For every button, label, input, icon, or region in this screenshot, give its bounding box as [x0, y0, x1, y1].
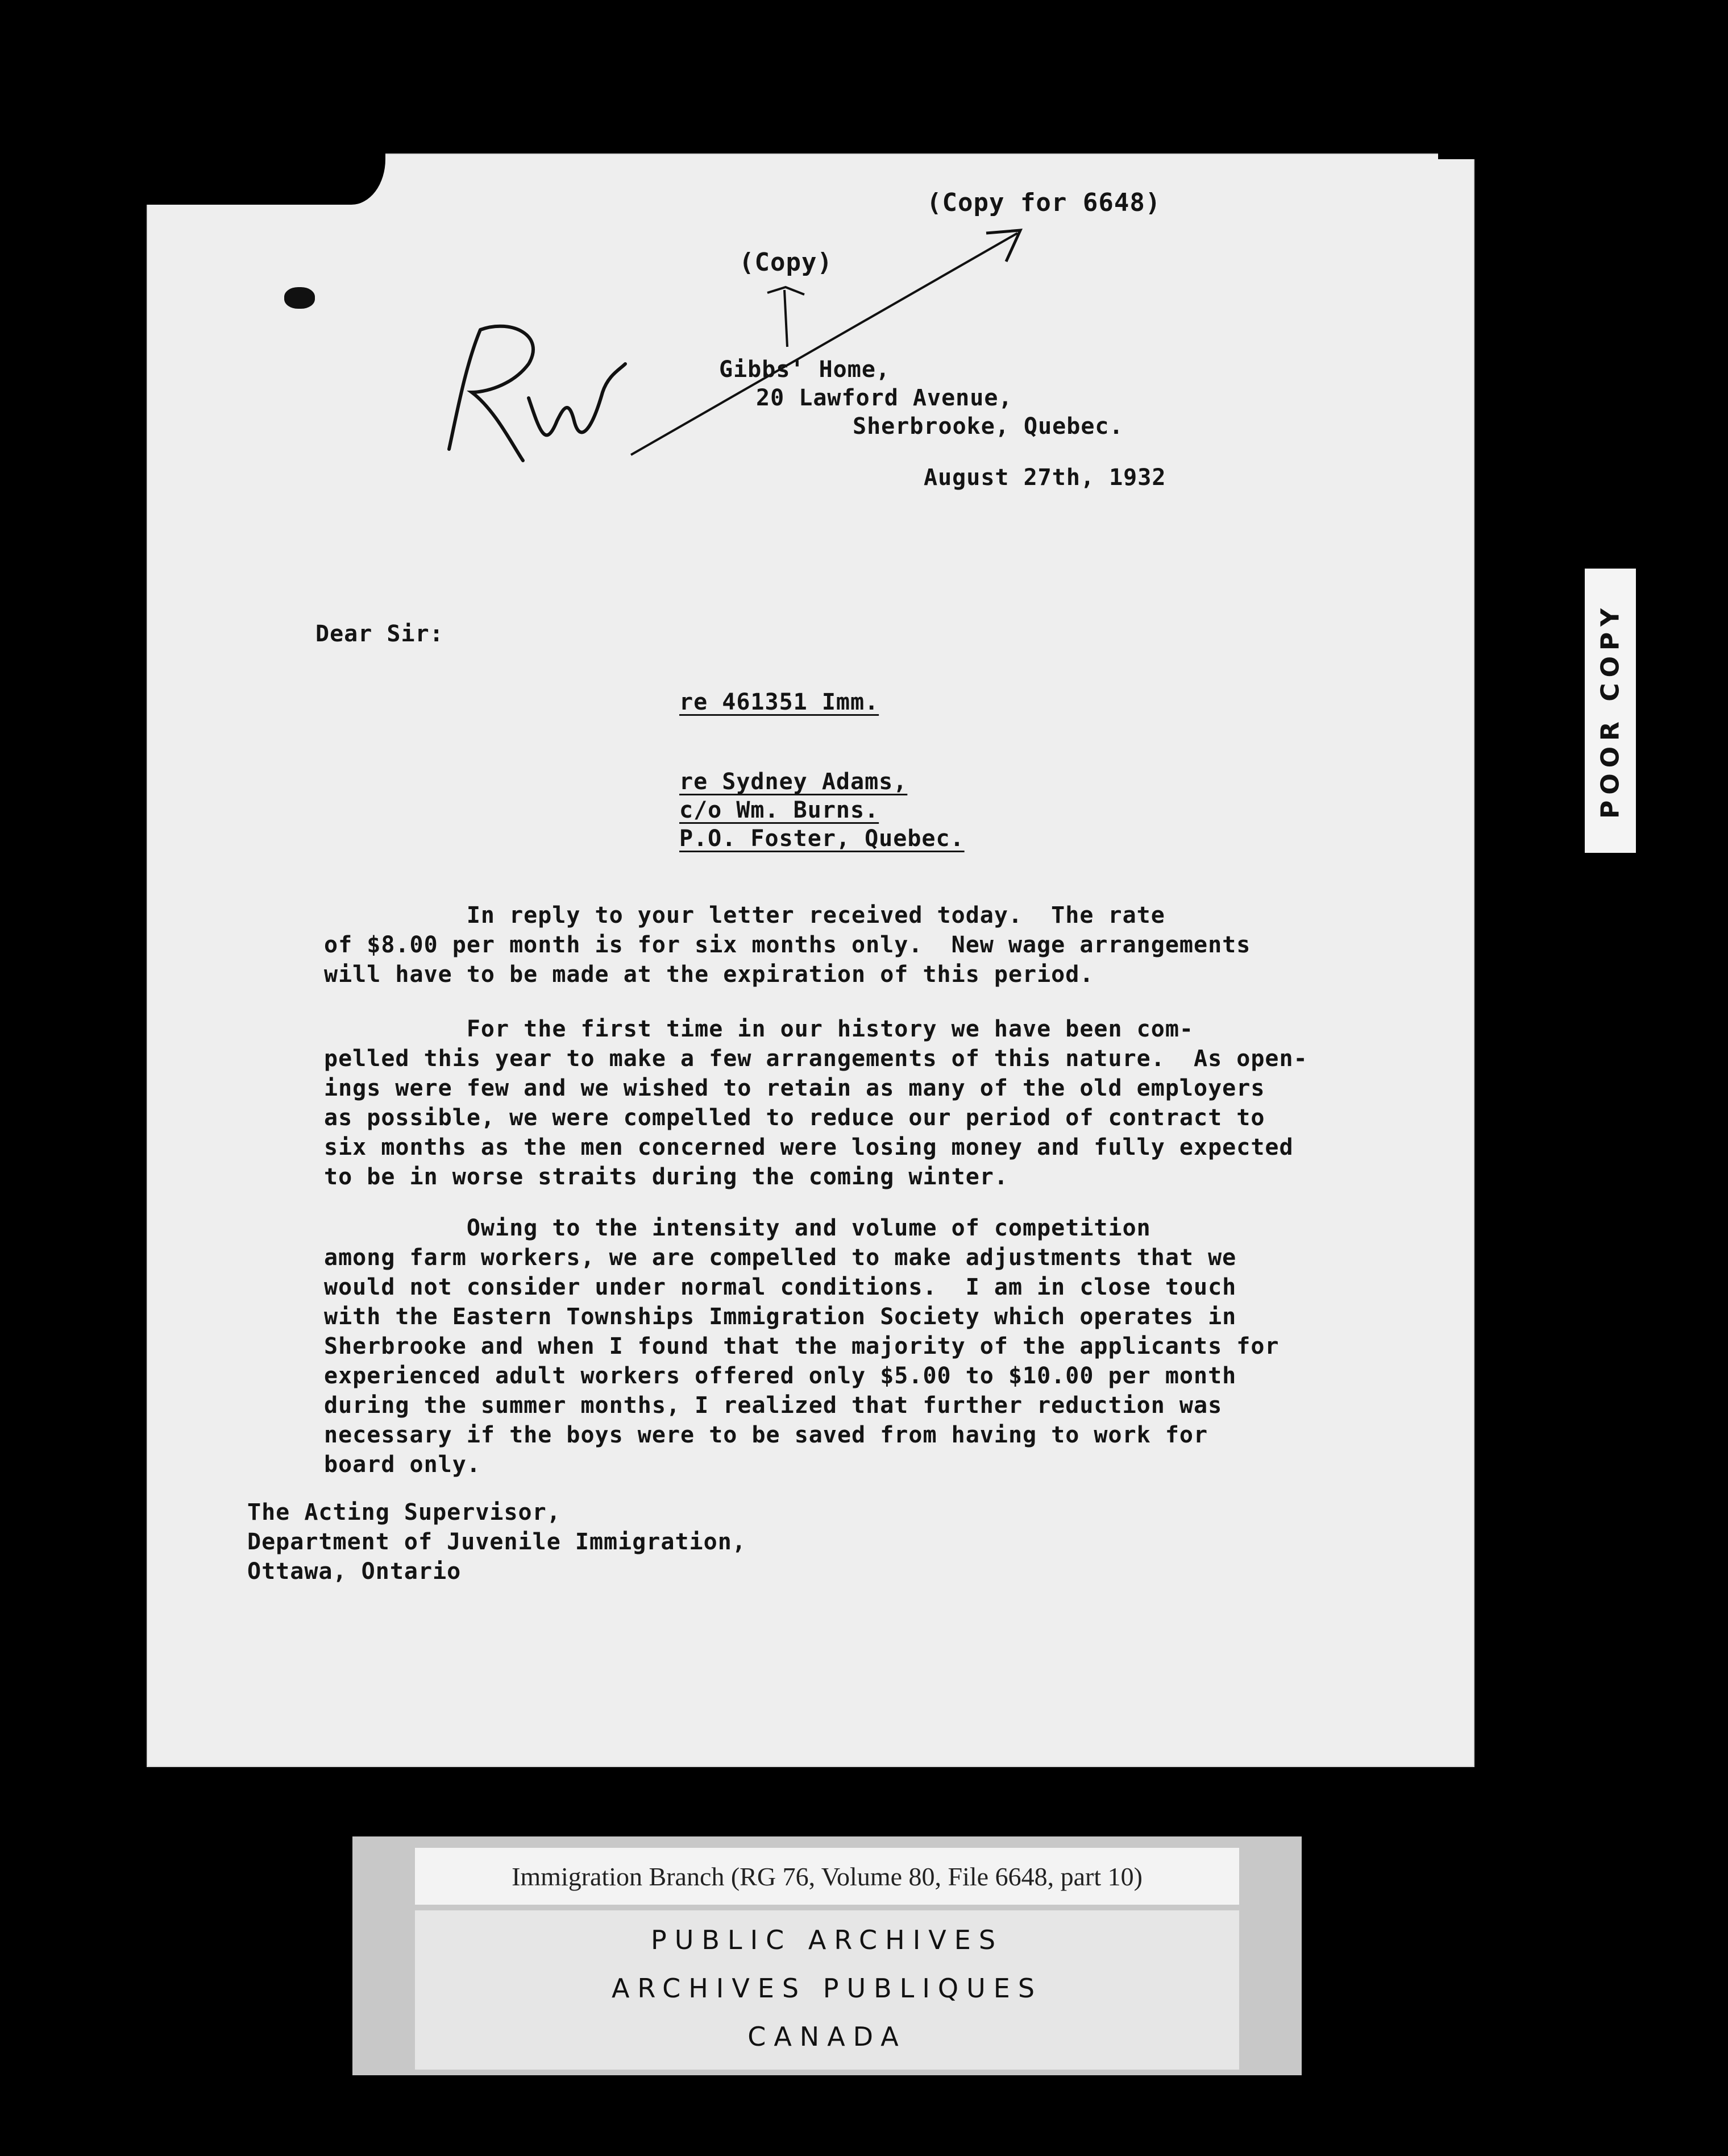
copy-arrow-head	[767, 287, 804, 295]
copy-for-note: (Copy for 6648)	[927, 188, 1161, 217]
subject-line-1: re Sydney Adams,	[679, 769, 908, 795]
paragraph-3-line-2: among farm workers, we are compelled to make adjustments that we	[324, 1245, 1237, 1271]
paragraph-2-line-1: For the first time in our history we have been com-	[324, 1016, 1194, 1042]
paragraph-1-line-3: will have to be made at the expiration of this period.	[324, 961, 1094, 988]
paragraph-2-line-3: ings were few and we wished to retain as many of the old employers	[324, 1075, 1265, 1101]
subject-line-2: c/o Wm. Burns.	[679, 797, 879, 823]
paragraph-1-line-2: of $8.00 per month is for six months only. New wage arrangements	[324, 932, 1251, 958]
copy-arrow-line	[784, 290, 787, 347]
archive-caption	[415, 1848, 1239, 1905]
archive-line-2: ARCHIVES PUBLIQUES	[611, 1973, 1043, 2004]
paragraph-2-line-6: to be in worse straits during the coming winter.	[324, 1164, 1008, 1190]
recipient-line-3: Ottawa, Ontario	[247, 1558, 462, 1585]
paragraph-1-line-1: In reply to your letter received today. The rate	[324, 902, 1165, 928]
recipient-line-1: The Acting Supervisor,	[247, 1499, 561, 1525]
sender-line-1: Gibbs' Home,	[719, 356, 890, 383]
archive-label	[415, 1910, 1239, 2070]
paragraph-3-line-5: Sherbrooke and when I found that the majority of the applicants for	[324, 1333, 1280, 1359]
copy-note: (Copy)	[739, 248, 833, 277]
archive-line-3: CANADA	[747, 2021, 907, 2052]
file-reference: re 461351 Imm.	[679, 689, 879, 715]
paragraph-2-line-4: as possible, we were compelled to reduce our period of contract to	[324, 1105, 1265, 1131]
archive-caption-text: Immigration Branch (RG 76, Volume 80, File 6648, part 10)	[512, 1861, 1143, 1891]
paragraph-3-line-3: would not consider under normal conditions. I am in close touch	[324, 1274, 1237, 1300]
paragraph-3-line-6: experienced adult workers offered only $5.00 to $10.00 per month	[324, 1363, 1237, 1389]
subject-line-3: P.O. Foster, Quebec.	[679, 826, 965, 852]
paragraph-2-line-2: pelled this year to make a few arrangements of this nature. As open-	[324, 1046, 1308, 1072]
paragraph-2-line-5: six months as the men concerned were losing money and fully expected	[324, 1134, 1294, 1160]
paragraph-3-line-7: during the summer months, I realized that further reduction was	[324, 1392, 1223, 1419]
paragraph-3-line-8: necessary if the boys were to be saved from having to work for	[324, 1422, 1208, 1448]
paragraph-3-line-1: Owing to the intensity and volume of competition	[324, 1215, 1151, 1241]
paragraph-3-line-9: board only.	[324, 1452, 481, 1478]
sender-line-2: 20 Lawford Avenue,	[756, 385, 1013, 411]
paragraph-3-line-4: with the Eastern Townships Immigration Society which operates in	[324, 1304, 1237, 1330]
salutation: Dear Sir:	[315, 621, 444, 647]
archive-line-1: PUBLIC ARCHIVES	[650, 1925, 1004, 1955]
recipient-line-2: Department of Juvenile Immigration,	[247, 1529, 746, 1555]
letter-date: August 27th, 1932	[924, 465, 1166, 491]
poor-copy-stamp: POOR COPY	[1596, 602, 1625, 819]
sender-line-3: Sherbrooke, Quebec.	[853, 413, 1124, 440]
handwritten-initials	[449, 326, 625, 461]
